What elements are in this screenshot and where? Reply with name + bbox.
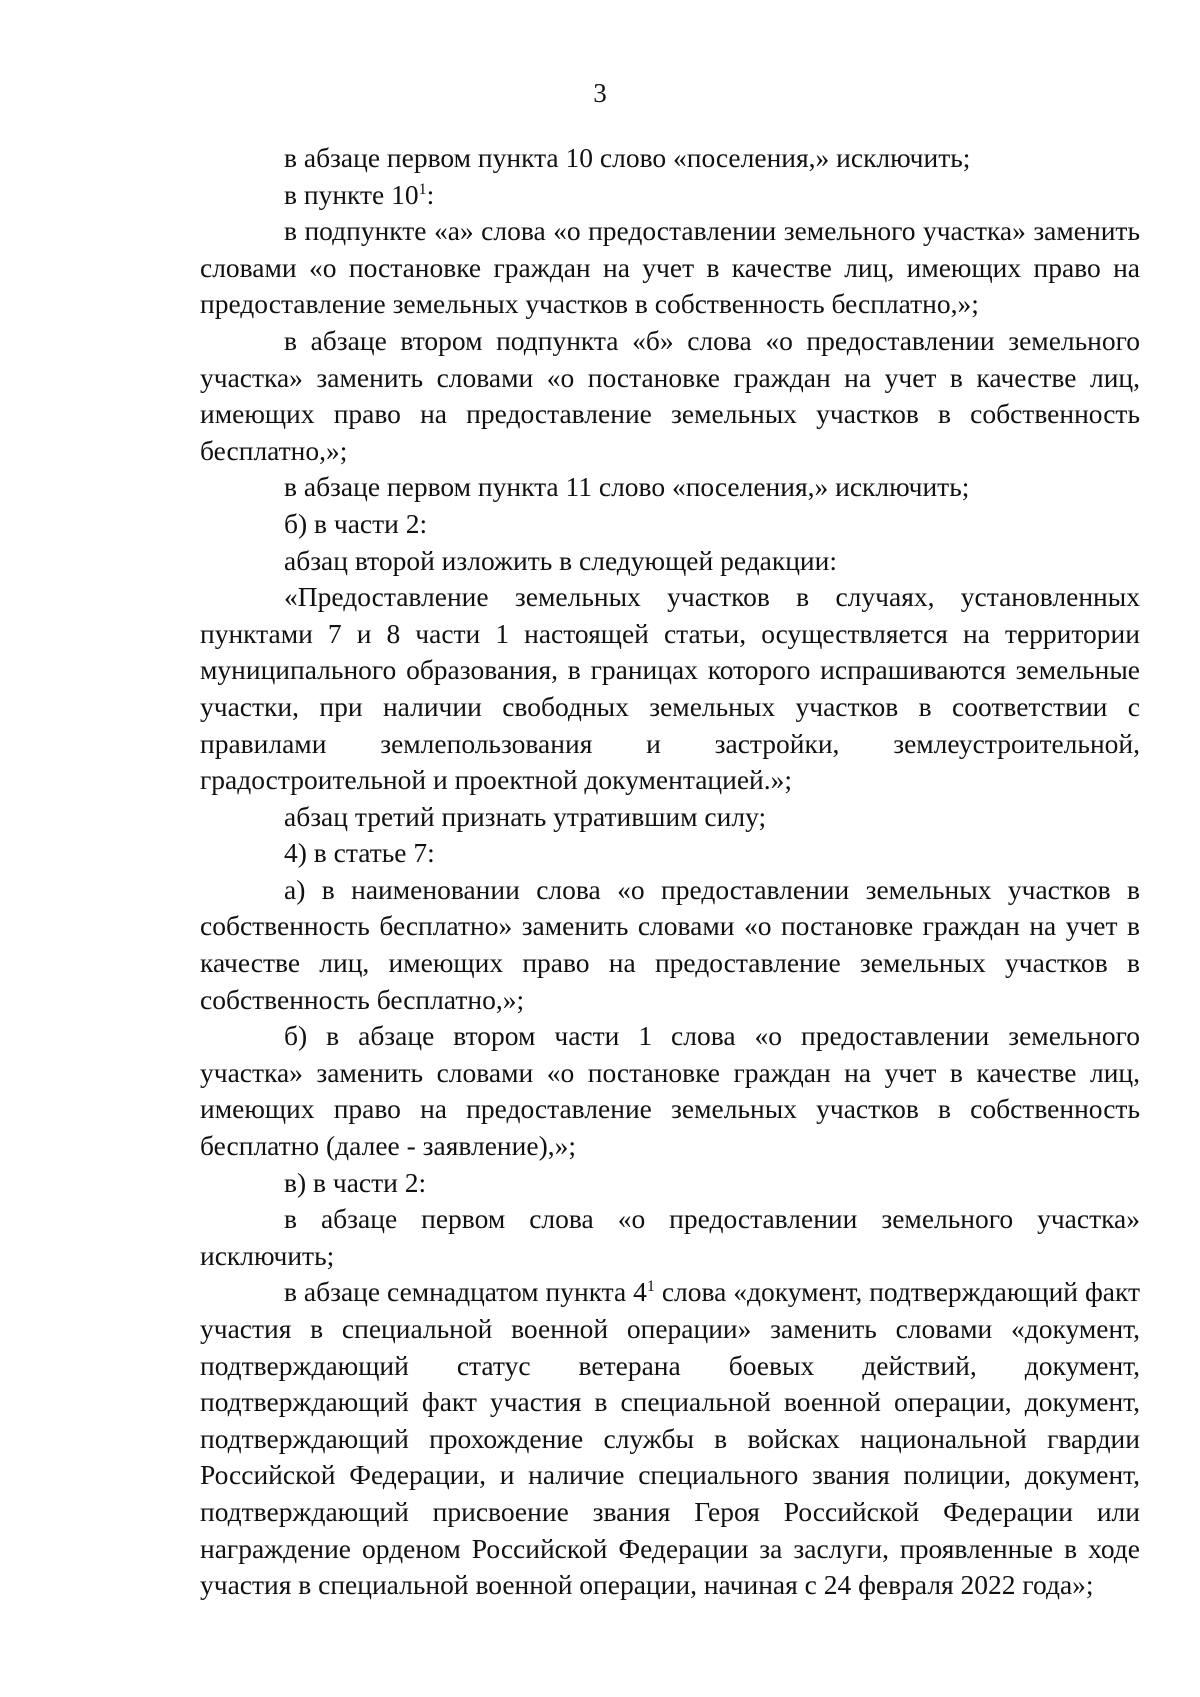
- paragraph-text: :: [426, 178, 435, 210]
- paragraph-text: слова «документ, подтверждающий факт участия в специальной военной операции» заменить словами «документ, подтверждающий статус ветерана боевых действий, документ, подтверждающий факт участия в специальной военной операции, документ, подтверждающий прохождение службы в войсках национальной гвардии Российской Федерации, и наличие специального звания полиции, документ, подтверждающий присвоение звания Героя Российской Федерации или награждение орденом Российской Федерации за заслуги, проявленные в ходе участия в специальной военной операции, начиная с 24 февраля 2022 года»;: [200, 1276, 1140, 1601]
- paragraph: б) в абзаце втором части 1 слова «о предоставлении земельного участка» заменить словами «о постановке граждан на учет в качестве лиц, имеющих право на предоставление земельных участков в собственность бесплатно (далее - заявление),»;: [200, 1020, 1140, 1162]
- superscript: 1: [418, 180, 427, 198]
- paragraph-text: в пункте 10: [284, 178, 419, 210]
- paragraph-text: в абзаце семнадцатом пункта 4: [284, 1276, 647, 1308]
- paragraph: «Предоставление земельных участков в случаях, установленных пунктами 7 и 8 части 1 настоящей статьи, осуществляется на территории муниципального образования, в границах которого испрашиваются земельные участки, при наличии свободных земельных участков в соответствии с правилами землепользования и застройки, землеустроительной, градостроительной и проектной документацией.»;: [200, 581, 1140, 796]
- paragraph: в абзаце втором подпункта «б» слова «о предоставлении земельного участка» заменить словами «о постановке граждан на учет в качестве лиц, имеющих право на предоставление земельных участков в собственность бесплатно,»;: [200, 324, 1140, 466]
- document-body: [200, 140, 1140, 1604]
- paragraph: абзац третий признать утратившим силу;: [284, 800, 767, 832]
- paragraph: б) в части 2:: [284, 507, 428, 539]
- page-number: 3: [593, 78, 607, 108]
- paragraph: абзац второй изложить в следующей редакции:: [284, 544, 838, 576]
- paragraph: [200, 1274, 1140, 1603]
- superscript: 1: [646, 1278, 655, 1296]
- paragraph: в абзаце первом слова «о предоставлении земельного участка» исключить;: [200, 1203, 1140, 1271]
- paragraph: [200, 177, 1140, 214]
- paragraph: а) в наименовании слова «о предоставлении земельных участков в собственность бесплатно» заменить словами «о постановке граждан на учет в качестве лиц, имеющих право на предоставление земельных участков в собственность бесплатно,»;: [200, 873, 1140, 1015]
- paragraph: 4) в статье 7:: [284, 837, 435, 869]
- paragraph: в подпункте «а» слова «о предоставлении земельного участка» заменить словами «о постановке граждан на учет в качестве лиц, имеющих право на предоставление земельных участков в собственность бесплатно,»;: [200, 215, 1140, 320]
- paragraph: в абзаце первом пункта 10 слово «поселения,» исключить;: [284, 142, 971, 173]
- paragraph: в абзаце первом пункта 11 слово «поселения,» исключить;: [284, 471, 970, 503]
- paragraph: в) в части 2:: [284, 1166, 427, 1198]
